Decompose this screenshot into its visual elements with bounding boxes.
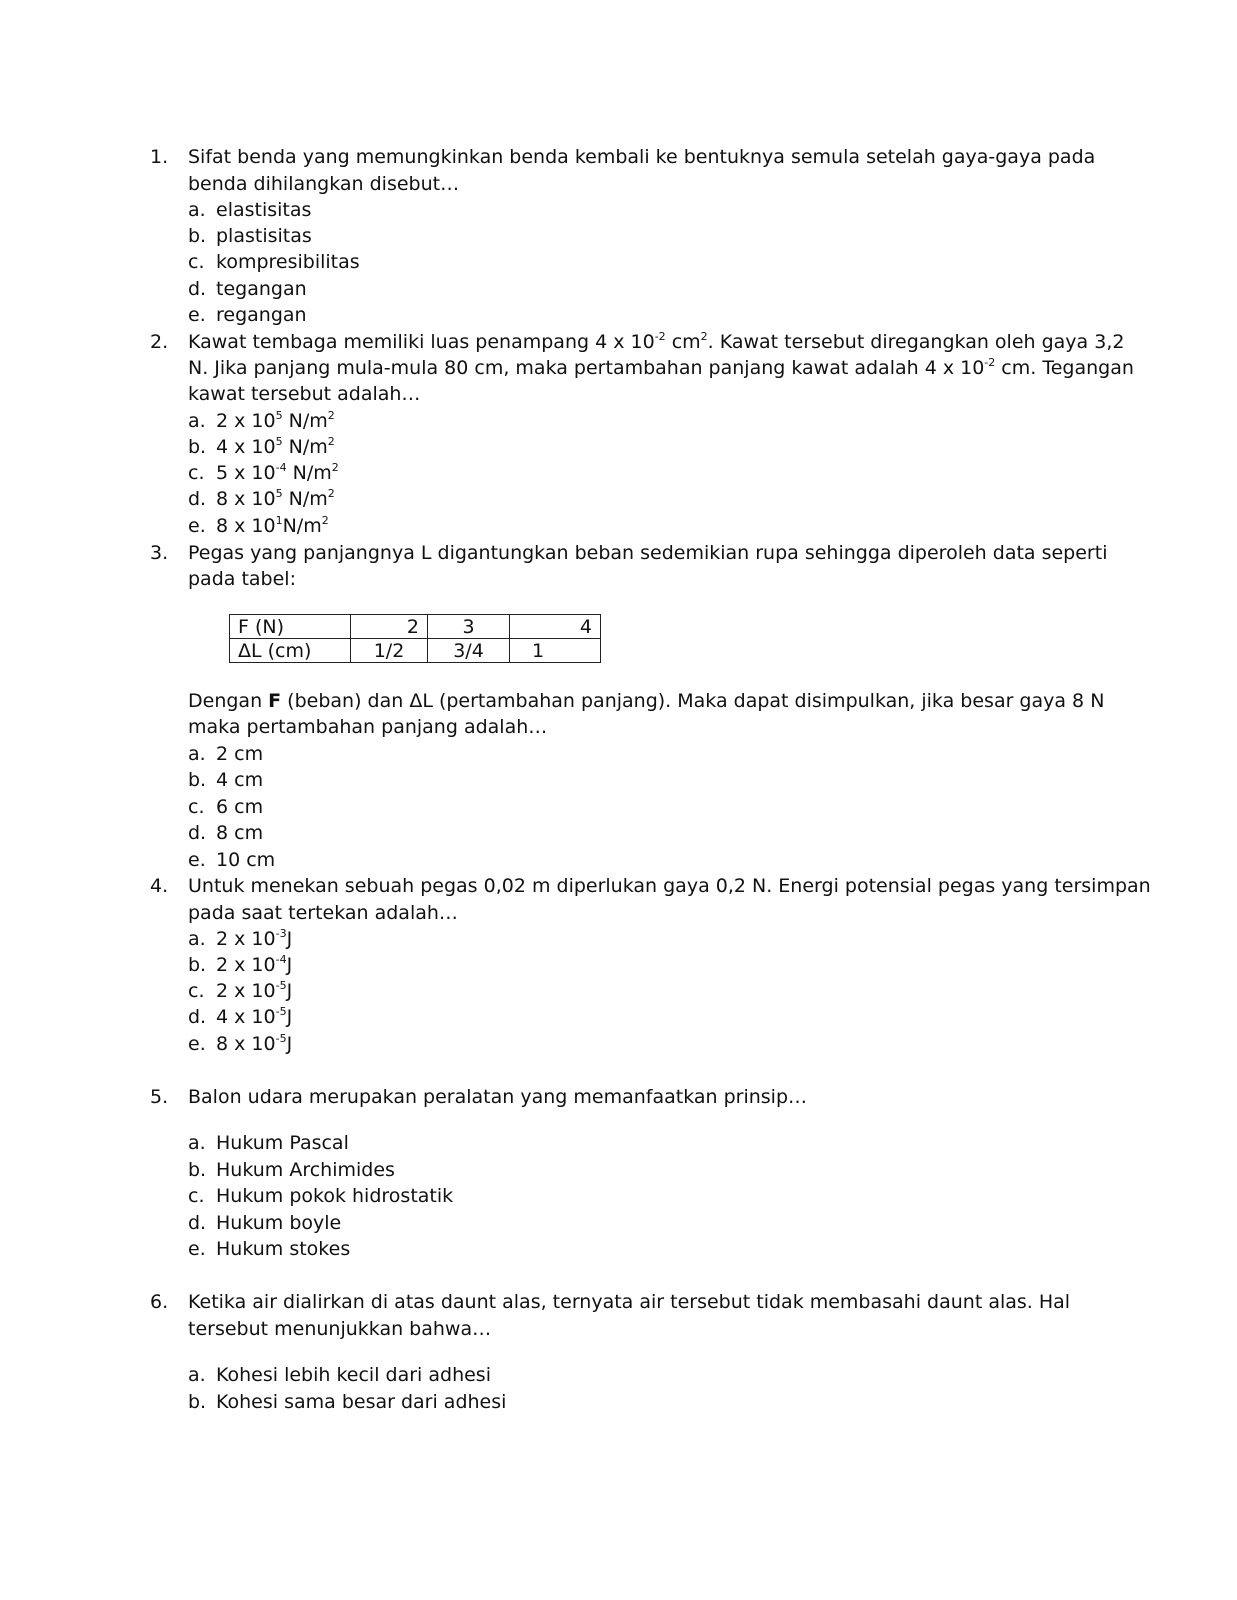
- question-5-option-e: e. Hukum stokes: [188, 1238, 351, 1260]
- table-row: [230, 615, 601, 639]
- question-1-option-c: c. kompresibilitas: [188, 251, 360, 273]
- question-1-option-b: b. plastisitas: [188, 225, 312, 247]
- question-6-option-a: a. Kohesi lebih kecil dari adhesi: [188, 1364, 491, 1386]
- question-5-number: 5.: [150, 1086, 169, 1108]
- question-3-option-c: c. 6 cm: [188, 796, 264, 818]
- question-4-option-e: e. 8 x $10^{-5}J$: [188, 1032, 293, 1055]
- question-3-text-line-1: Pegas yang panjangnya L digantungkan beban sedemikian rupa sehingga diperoleh data seperti: [188, 542, 1108, 564]
- question-4-text-line-2: pada saat tertekan adalah…: [188, 902, 458, 924]
- table-cell: ΔL (cm): [230, 639, 351, 663]
- table-row: [230, 639, 601, 663]
- table-cell: F (N): [230, 615, 351, 639]
- table-cell: 1/2: [351, 639, 428, 663]
- question-5-option-d: d. Hukum boyle: [188, 1212, 342, 1234]
- question-4-number: 4.: [150, 875, 169, 897]
- question-3-number: 3.: [150, 542, 169, 564]
- table-cell: 3/4: [428, 639, 510, 663]
- question-1-number: 1.: [150, 146, 169, 168]
- question-2-option-c: c. 5 x $10^{-4}$ $N/m^2$: [188, 461, 339, 484]
- table-cell: 2: [351, 615, 428, 639]
- question-2-text-line-3: kawat tersebut adalah…: [188, 383, 421, 405]
- spring-data-table: [229, 614, 601, 663]
- question-3-option-a: a. 2 cm: [188, 743, 264, 765]
- question-3-followup-line-2: maka pertambahan panjang adalah…: [188, 716, 548, 738]
- question-1-text-line-1: Sifat benda yang memungkinkan benda kembali ke bentuknya semula setelah gaya-gaya pada: [188, 146, 1096, 168]
- question-4-option-b: b. 2 x $10^{-4}J$: [188, 953, 293, 976]
- question-2-text-line-1: Kawat tembaga memiliki luas penampang 4 x $10^{-2}$ $cm^2$. Kawat tersebut diregangkan oleh gaya 3,2: [188, 330, 1125, 353]
- question-6-text-line-1: Ketika air dialirkan di atas daunt alas, ternyata air tersebut tidak membasahi daunt alas. Hal: [188, 1291, 1071, 1313]
- question-3-option-d: d. 8 cm: [188, 822, 264, 844]
- question-5-option-c: c. Hukum pokok hidrostatik: [188, 1185, 454, 1207]
- question-3-option-e: e. 10 cm: [188, 849, 276, 871]
- question-2-option-b: b. 4 x $10^5$ $N/m^2$: [188, 435, 335, 458]
- question-5-option-a: a. Hukum Pascal: [188, 1132, 349, 1154]
- table-cell: 1: [510, 639, 601, 663]
- question-1-option-a: a. elastisitas: [188, 199, 312, 221]
- question-1-option-d: d. tegangan: [188, 278, 307, 300]
- table-cell: 4: [510, 615, 601, 639]
- question-2-option-d: d. 8 x $10^5$ $N/m^2$: [188, 487, 335, 510]
- question-5-text-line-1: Balon udara merupakan peralatan yang memanfaatkan prinsip…: [188, 1086, 808, 1108]
- question-4-option-c: c. 2 x $10^{-5}J$: [188, 979, 293, 1002]
- question-4-option-d: d. 4 x $10^{-5}J$: [188, 1005, 293, 1028]
- question-1-option-e: e. regangan: [188, 304, 307, 326]
- question-6-option-b: b. Kohesi sama besar dari adhesi: [188, 1391, 507, 1413]
- question-4-text-line-1: Untuk menekan sebuah pegas 0,02 m diperlukan gaya 0,2 N. Energi potensial pegas yang tersimpan: [188, 875, 1151, 897]
- question-1-text-line-2: benda dihilangkan disebut…: [188, 173, 460, 195]
- question-6-text-line-2: tersebut menunjukkan bahwa…: [188, 1318, 492, 1340]
- question-2-text-line-2: N. Jika panjang mula-mula 80 cm, maka pertambahan panjang kawat adalah 4 x $10^{-2}$ cm. Tegangan: [188, 356, 1134, 379]
- table-cell: 3: [428, 615, 510, 639]
- question-2-option-e: e. 8 x $10^1N/m^2$: [188, 514, 329, 537]
- question-2-number: 2.: [150, 331, 169, 353]
- question-3-followup-line-1: Dengan F (beban) dan ΔL (pertambahan panjang). Maka dapat disimpulkan, jika besar gaya 8 N: [188, 690, 1105, 712]
- question-4-option-a: a. 2 x $10^{-3}J$: [188, 927, 293, 950]
- question-6-number: 6.: [150, 1291, 169, 1313]
- question-3-text-line-2: pada tabel:: [188, 568, 296, 590]
- question-5-option-b: b. Hukum Archimides: [188, 1159, 395, 1181]
- question-2-option-a: a. 2 x $10^5$ $N/m^2$: [188, 409, 335, 432]
- question-3-option-b: b. 4 cm: [188, 769, 264, 791]
